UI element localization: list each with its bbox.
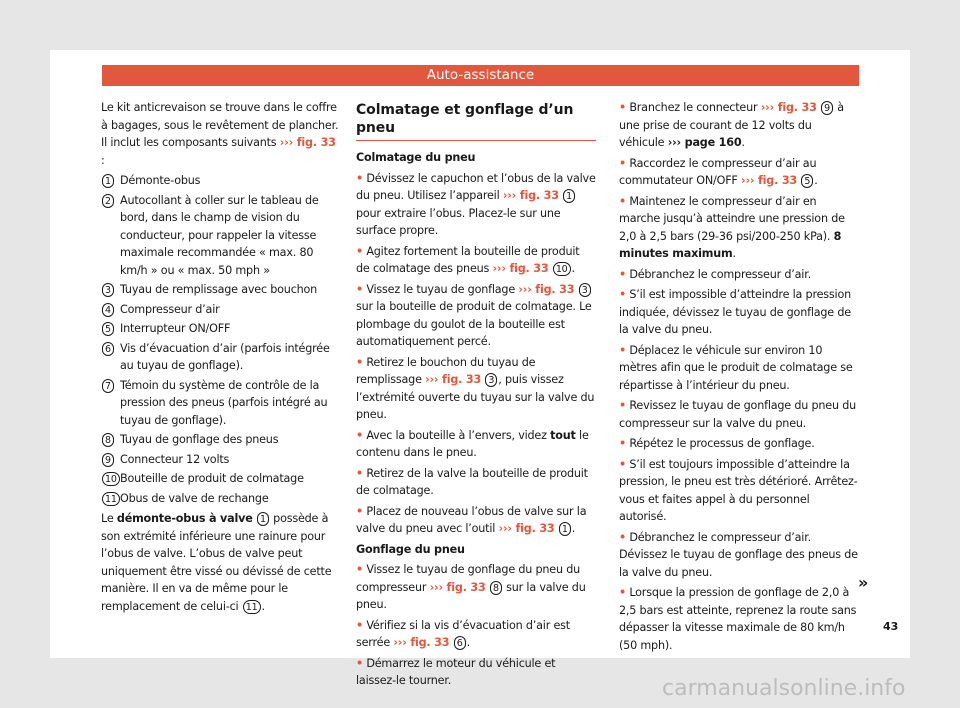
- intro-paragraph: Le kit anticrevaison se trouve dans le coffre à bagages, sous le revêtement de plancher. Il inclut les composants suivants ››› fig. 33 :: [101, 101, 339, 167]
- list-item: 11 Obus de valve de rechange: [101, 490, 341, 508]
- bullet-item: • Dévissez le capuchon et l’obus de la valve du pneu. Utilisez l’appareil ››› fig. 33 1 pour extraire l’obus. Placez-le sur une surface propre.: [356, 171, 596, 237]
- column-middle: [356, 99, 596, 693]
- component-list: [101, 172, 341, 507]
- callout-number: 1: [559, 522, 571, 536]
- figure-ref[interactable]: ››› fig. 33: [429, 580, 486, 594]
- bullet-icon: •: [356, 355, 363, 369]
- bullet-icon: •: [619, 399, 626, 412]
- bullet-item: • Agitez fortement la bouteille de produit de colmatage des pneus ››› fig. 33 10 .: [356, 244, 580, 275]
- bullet-icon: •: [619, 586, 626, 599]
- outro-paragraph: Le démonte-obus à valve 1 possède à son extrémité inférieure une rainure pour l’obus de valve. L’obus de valve peut uniquement être vissé ou dévissé de cette manière. Il en va de même pour le remplacement de celui-ci 11 .: [101, 512, 332, 613]
- list-item: 5 Interrupteur ON/OFF: [101, 320, 341, 338]
- bullet-icon: •: [356, 618, 363, 632]
- continue-arrow-icon: »: [858, 573, 869, 592]
- bullet-item: • Débranchez le compresseur d’air.: [619, 267, 811, 281]
- bullet-item: • Maintenez le compresseur d’air en marche jusqu’à atteindre une pression de 2,0 à 2,5 bars (29-36 psi/200-250 kPa). 8 minutes maximum.: [619, 194, 845, 260]
- callout-number: 3: [102, 283, 114, 297]
- bullet-item: • Répétez le processus de gonflage.: [619, 437, 815, 450]
- bullet-item: • Vérifiez si la vis d’évacuation d’air est serrée ››› fig. 33 6 .: [356, 618, 570, 649]
- list-item: 7 Témoin du système de contrôle de la pression des pneus (parfois intégré au tuyau de gonflage).: [101, 377, 341, 430]
- bullet-item: • Retirez de la valve la bouteille de produit de colmatage.: [356, 466, 588, 497]
- figure-ref[interactable]: ››› fig. 33: [279, 136, 336, 149]
- figure-ref[interactable]: ››› fig. 33: [518, 282, 575, 296]
- callout-number: 5: [801, 174, 813, 188]
- bullet-icon: •: [619, 457, 626, 471]
- bullet-icon: •: [619, 288, 626, 301]
- bullet-icon: •: [356, 428, 363, 442]
- bullet-icon: •: [619, 194, 626, 208]
- callout-number: 10: [553, 262, 571, 276]
- watermark: carmanualsonline.info: [662, 676, 906, 701]
- figure-ref[interactable]: ››› fig. 33: [502, 189, 559, 202]
- callout-number: 10: [102, 472, 120, 486]
- bullet-item: • Retirez le bouchon du tuyau de remplissage ››› fig. 33 3 , puis vissez l’extrémité ouverte du tuyau sur la valve du pneu.: [356, 355, 595, 421]
- callout-number: 8: [490, 581, 502, 595]
- bullet-icon: •: [619, 156, 626, 170]
- callout-number: 6: [454, 636, 466, 650]
- bullet-item: • Débranchez le compresseur d’air. Dévissez le tuyau de gonflage des pneus de la valve du pneu.: [619, 530, 858, 579]
- figure-ref[interactable]: ››› fig. 33: [498, 522, 555, 535]
- bullet-item: • Vissez le tuyau de gonflage du pneu du compresseur ››› fig. 33 8 sur la valve du pneu.: [356, 563, 586, 611]
- callout-number: 1: [563, 189, 575, 203]
- bullet-icon: •: [356, 244, 363, 258]
- callout-number: 7: [102, 379, 114, 393]
- list-item: 10 Bouteille de produit de colmatage: [101, 470, 341, 488]
- callout-number: 1: [257, 512, 269, 526]
- callout-number: 6: [102, 342, 114, 356]
- bullet-icon: •: [619, 530, 626, 544]
- callout-number: 9: [102, 453, 114, 467]
- callout-number: 8: [102, 433, 114, 447]
- callout-number: 4: [102, 303, 114, 317]
- bullet-icon: •: [619, 343, 626, 357]
- bullet-item: • Démarrez le moteur du véhicule et laissez-le tourner.: [356, 656, 556, 687]
- list-item: 1 Démonte-obus: [101, 172, 341, 190]
- callout-number: 11: [102, 492, 120, 506]
- bullet-item: • Lorsque la pression de gonflage de 2,0 à 2,5 bars est atteinte, reprenez la route sans dépasser la vitesse maximale de 80 km/h (50 mph).: [619, 586, 857, 652]
- bullet-item: • Avec la bouteille à l’envers, videz tout le contenu dans le pneu.: [356, 428, 589, 459]
- section-title: Colmatage et gonflage d’un pneu: [356, 101, 596, 141]
- figure-ref[interactable]: ››› fig. 33: [760, 101, 817, 114]
- bullet-item: • Revissez le tuyau de gonflage du pneu du compresseur sur la valve du pneu.: [619, 399, 856, 430]
- column-right: [619, 99, 859, 657]
- bullet-icon: •: [356, 466, 363, 480]
- bullet-icon: •: [619, 101, 626, 114]
- bullet-icon: •: [356, 504, 363, 518]
- list-item: 3 Tuyau de remplissage avec bouchon: [101, 281, 341, 299]
- subheading: Colmatage du pneu: [356, 151, 476, 164]
- list-item: 4 Compresseur d’air: [101, 301, 341, 319]
- bullet-item: • S’il est toujours impossible d’atteindre la pression, le pneu est très détérioré. Arrêtez-vous et faites appel à du personnel autorisé.: [619, 457, 858, 523]
- bullet-icon: •: [356, 656, 363, 670]
- figure-ref[interactable]: ››› fig. 33: [741, 174, 797, 187]
- page-header: Auto-assistance: [102, 65, 859, 86]
- figure-ref[interactable]: ››› fig. 33: [425, 373, 482, 386]
- manual-page: [50, 50, 910, 687]
- bullet-icon: •: [356, 563, 363, 576]
- callout-number: 11: [243, 600, 261, 614]
- bullet-icon: •: [356, 282, 363, 296]
- callout-number: 3: [579, 283, 591, 297]
- callout-number: 9: [821, 101, 833, 115]
- bullet-item: • Déplacez le véhicule sur environ 10 mètres afin que le produit de colmatage se répartisse à l’intérieur du pneu.: [619, 343, 853, 392]
- bullet-item: • S’il est impossible d’atteindre la pression indiquée, dévissez le tuyau de gonflage de la valve du pneu.: [619, 288, 851, 336]
- bullet-icon: •: [619, 267, 626, 281]
- bullet-icon: •: [619, 437, 626, 450]
- page-number: 43: [883, 620, 899, 633]
- bullet-item: • Vissez le tuyau de gonflage ››› fig. 33 3 sur la bouteille de produit de colmatage. Le plombage du goulot de la bouteille est automatiquement percé.: [356, 282, 592, 348]
- callout-number: 1: [102, 174, 114, 188]
- bullet-item: • Branchez le connecteur ››› fig. 33 9 à une prise de courant de 12 volts du véhicule ››› page 160.: [619, 101, 844, 149]
- list-item: 9 Connecteur 12 volts: [101, 451, 341, 469]
- bullet-icon: •: [356, 171, 363, 185]
- subheading: Gonflage du pneu: [356, 542, 465, 556]
- bullet-item: • Raccordez le compresseur d’air au commutateur ON/OFF ››› fig. 33 5 .: [619, 156, 818, 187]
- callout-number: 2: [102, 194, 114, 208]
- list-item: 8 Tuyau de gonflage des pneus: [101, 431, 341, 449]
- column-left: [101, 99, 341, 618]
- figure-ref[interactable]: ››› fig. 33: [492, 262, 549, 275]
- callout-number: 5: [102, 322, 114, 336]
- page-ref[interactable]: ››› page 160: [667, 136, 742, 149]
- bullet-item: • Placez de nouveau l’obus de valve sur la valve du pneu avec l’outil ››› fig. 33 1 .: [356, 504, 587, 535]
- list-item: 2 Autocollant à coller sur le tableau de bord, dans le champ de vision du conducteur, pour rappeler la vitesse maximale recommandée « max. 80 km/h » ou « max. 50 mph »: [101, 192, 341, 280]
- list-item: 6 Vis d’évacuation d’air (parfois intégrée au tuyau de gonflage).: [101, 340, 341, 375]
- callout-number: 3: [485, 373, 497, 387]
- figure-ref[interactable]: ››› fig. 33: [393, 636, 450, 649]
